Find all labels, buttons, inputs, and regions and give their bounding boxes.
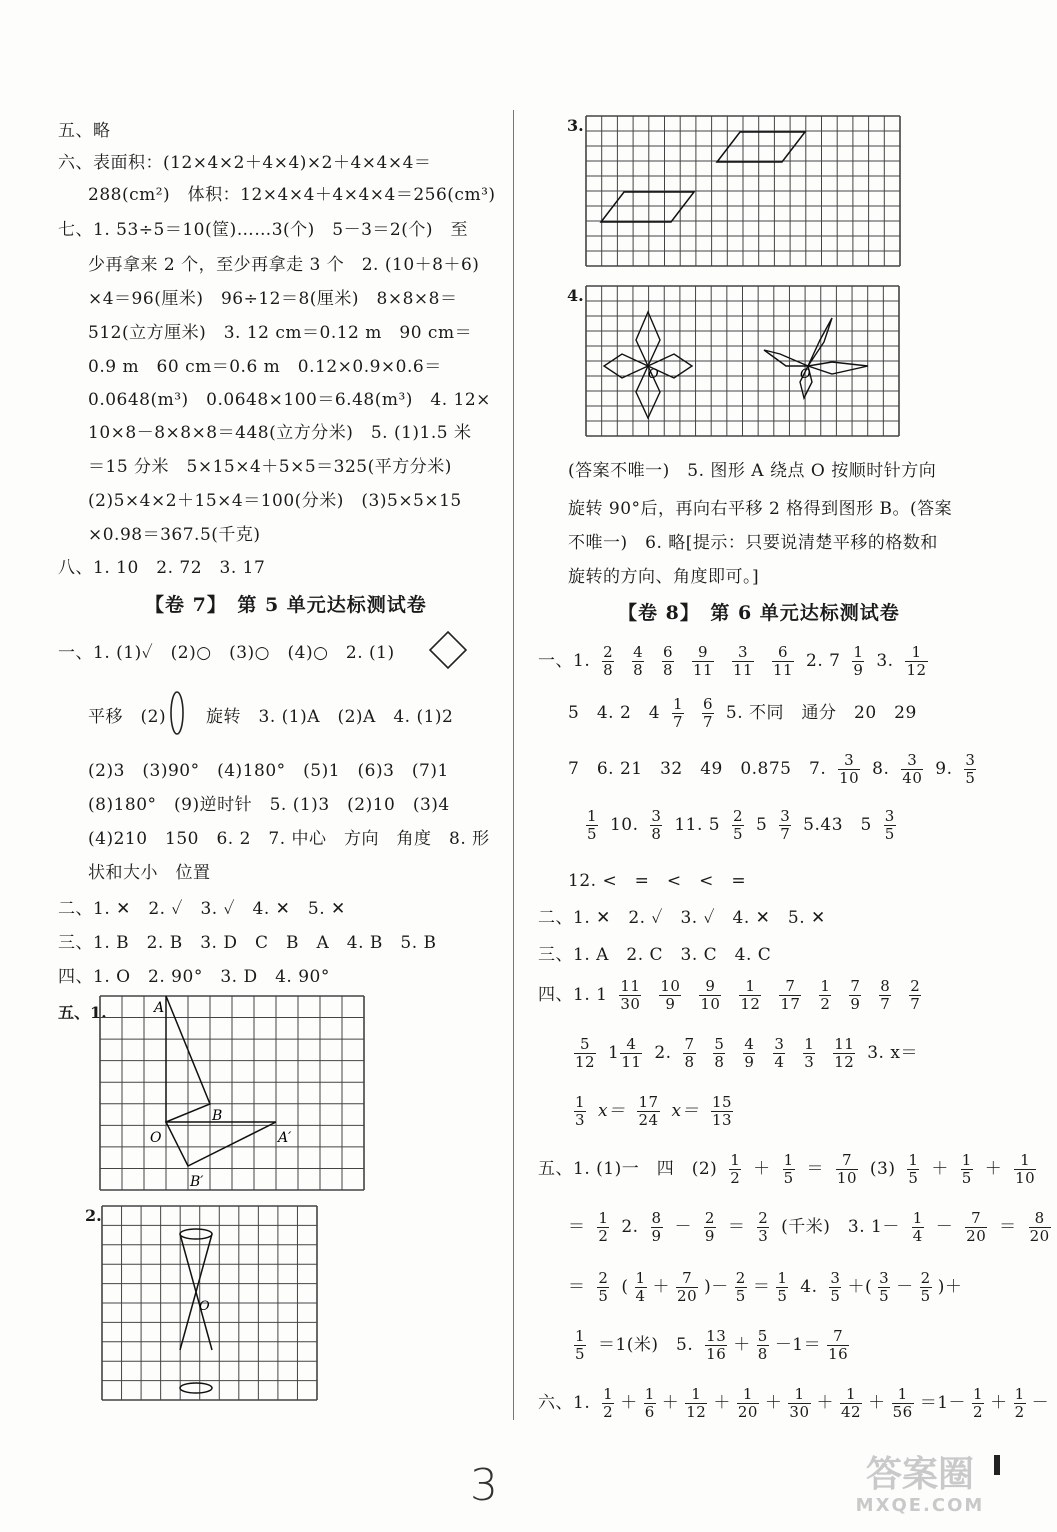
fraction: $\frac{1}{5}$ (961, 1151, 972, 1187)
fraction: $\frac{3}{10}$ (839, 751, 860, 787)
fraction: $\frac{1}{2}$ (730, 1151, 741, 1187)
fraction: $\frac{1}{20}$ (737, 1385, 758, 1421)
fraction: $\frac{1}{4}$ (635, 1269, 646, 1305)
fraction: $\frac{7}{20}$ (677, 1269, 698, 1305)
figure-label: 2. (85, 1206, 102, 1225)
answer-line: (2)5×4×2＋15×4＝100(分米) (3)5×5×15 (88, 491, 462, 511)
page-edge-mark (994, 1455, 1000, 1475)
fraction: $\frac{1}{5}$ (908, 1151, 919, 1187)
fraction: $\frac{1}{4}$ (912, 1209, 923, 1245)
fraction: $\frac{2}{9}$ (704, 1209, 715, 1245)
fraction: $\frac{5}{8}$ (714, 1035, 725, 1071)
fraction: $\frac{5}{8}$ (757, 1327, 768, 1363)
answer-line: 二、1. ✕ 2. ✓ 3. ✓ 4. ✕ 5. ✕ (58, 899, 346, 919)
point-label-o: O (150, 1130, 162, 1146)
fraction: $\frac{17}{24}$ (638, 1093, 659, 1129)
answer-line: 三、1. B 2. B 3. D C B A 4. B 5. B (58, 933, 437, 953)
answer-row: 5 4. 2 4 $\frac{1}{7}$ $\frac{6}{7}$ 5. 不同 通分 20 29 (568, 695, 917, 731)
fraction: $\frac{7}{17}$ (780, 977, 801, 1013)
fraction: $\frac{6}{7}$ (702, 695, 713, 731)
point-label-a2: A′ (278, 1130, 292, 1146)
fraction: $\frac{2}{5}$ (920, 1269, 931, 1305)
answer-row: 7 6. 21 32 49 0.875 7. $\frac{3}{10}$ 8. $\frac{3}{40}$ 9. $\frac{3}{5}$ (568, 751, 976, 787)
fraction: $\frac{1}{9}$ (853, 643, 864, 679)
answer-line: 旋转 3. (1)A (2)A 4. (1)2 (206, 707, 454, 727)
fraction: $\frac{1}{3}$ (804, 1035, 815, 1071)
answer-line: 旋转的方向、角度即可。] (568, 567, 760, 587)
fraction: $\frac{11}{30}$ (620, 977, 641, 1013)
fraction: $\frac{4}{9}$ (744, 1035, 755, 1071)
answer-line: 四、1. O 2. 90° 3. D 4. 90° (58, 967, 330, 987)
answer-row: ＝ $\frac{2}{5}$ ( $\frac{1}{4}$ ＋ $\frac{7}{20}$ )－ $\frac{2}{5}$ ＝ $\frac{1}{5}$ 4. $\frac{3}{5}$ ＋( $\frac{3}{5}$ － $\frac{2}{5}$ )＋ (568, 1269, 963, 1305)
fraction: $\frac{1}{56}$ (892, 1385, 913, 1421)
fraction: $\frac{2}{5}$ (598, 1269, 609, 1305)
fraction: $\frac{1}{12}$ (686, 1385, 707, 1421)
fraction: $\frac{3}{4}$ (774, 1035, 785, 1071)
fraction: $\frac{1}{6}$ (644, 1385, 655, 1421)
answer-row: 五、1. (1)一 四 (2) $\frac{1}{2}$ ＋ $\frac{1}{5}$ ＝ $\frac{7}{10}$ (3) $\frac{1}{5}$ ＋ $\frac{1}{5}$ ＋ $\frac{1}{10}$ (538, 1151, 1036, 1187)
answer-line: ×0.98＝367.5(千克) (88, 525, 261, 545)
fraction: $\frac{7}{16}$ (828, 1327, 849, 1363)
answer-line: 512(立方厘米) 3. 12 cm＝0.12 m 90 cm＝ (88, 323, 473, 343)
figure-label: 4. (567, 286, 584, 305)
fraction: $\frac{4}{11}$ (621, 1035, 642, 1071)
answer-line: 一、1. (1)✓ (2)○ (3)○ (4)○ 2. (1) (58, 643, 395, 663)
fraction: $\frac{15}{13}$ (711, 1093, 733, 1129)
point-label-o: O (199, 1299, 210, 1314)
fraction: $\frac{8}{20}$ (1029, 1209, 1050, 1245)
answer-line: 五、略 (58, 121, 111, 141)
answer-row: 四、1. 1 $\frac{11}{30}$ $\frac{10}{9}$ $\frac{9}{10}$ $\frac{1}{12}$ $\frac{7}{17}$ $\frac{1}{2}$ $\frac{7}{9}$ $\frac{8}{7}$ $\frac{2}{7}$ (538, 977, 921, 1013)
page-number: 3 (470, 1460, 498, 1511)
fraction: $\frac{7}{10}$ (836, 1151, 858, 1187)
fraction: $\frac{1}{2}$ (598, 1209, 609, 1245)
answer-line: 少再拿来 2 个，至少再拿走 3 个 2. (10＋8＋6) (88, 255, 480, 275)
fraction: $\frac{1}{5}$ (777, 1269, 788, 1305)
figure-label: 五、1. (58, 1003, 107, 1022)
fraction: $\frac{3}{8}$ (651, 807, 662, 843)
answer-line: (8)180° (9)逆时针 5. (1)3 (2)10 (3)4 (88, 795, 450, 815)
watermark-url: MXQE.COM (855, 1495, 985, 1516)
ellipse-shape (168, 690, 186, 736)
fraction: $\frac{1}{2}$ (973, 1385, 984, 1421)
answer-line: (2)3 (3)90° (4)180° (5)1 (6)3 (7)1 (88, 761, 449, 781)
fraction: $\frac{1}{10}$ (1015, 1151, 1036, 1187)
point-label-a: A (154, 1000, 165, 1016)
answer-line: (答案不唯一) 5. 图形 A 绕点 O 按顺时针方向 (568, 461, 937, 481)
answer-line: 旋转 90°后，再向右平移 2 格得到图形 B。(答案 (568, 499, 953, 519)
fraction: $\frac{9}{11}$ (693, 643, 714, 679)
answer-row: $\frac{1}{5}$ ＝1(米) 5. $\frac{13}{16}$ ＋ $\frac{5}{8}$ －1＝ $\frac{7}{16}$ (575, 1327, 849, 1363)
fraction: $\frac{9}{10}$ (700, 977, 721, 1013)
answer-line: 状和大小 位置 (88, 863, 211, 883)
answer-row: 一、1. $\frac{2}{8}$ $\frac{4}{8}$ $\frac{6}{8}$ $\frac{9}{11}$ $\frac{3}{11}$ $\frac{6}{11}$ 2. 7 $\frac{1}{9}$ 3. $\frac{1}{12}$ (538, 643, 927, 679)
answer-line: 0.9 m 60 cm＝0.6 m 0.12×0.9×0.6＝ (88, 357, 442, 377)
fraction: $\frac{1}{5}$ (575, 1327, 586, 1363)
section-title-juan8: 【卷 8】 第 6 单元达标测试卷 (618, 602, 900, 624)
fraction: $\frac{2}{5}$ (733, 807, 744, 843)
point-label-o: O (648, 367, 659, 382)
answer-line: 七、1. 53÷5＝10(筐)……3(个) 5－3＝2(个) 至 (58, 220, 469, 240)
fraction: $\frac{3}{5}$ (830, 1269, 841, 1305)
fraction: $\frac{8}{9}$ (651, 1209, 662, 1245)
grid-figure-2 (102, 1206, 318, 1402)
fraction: $\frac{3}{5}$ (965, 751, 976, 787)
fraction: $\frac{2}{7}$ (910, 977, 921, 1013)
fraction: $\frac{7}{20}$ (966, 1209, 987, 1245)
figure-label: 3. (567, 116, 584, 135)
fraction: $\frac{5}{12}$ (575, 1035, 596, 1071)
answer-line: 三、1. A 2. C 3. C 4. C (538, 945, 772, 965)
fraction: $\frac{6}{8}$ (663, 643, 674, 679)
fraction: $\frac{7}{8}$ (684, 1035, 695, 1071)
answer-line: ＝15 分米 5×15×4＋5×5＝325(平方分米) (88, 457, 452, 477)
watermark-text: 答案圈 (865, 1454, 974, 1495)
fraction: $\frac{1}{12}$ (740, 977, 761, 1013)
fraction: $\frac{4}{8}$ (633, 643, 644, 679)
answer-line: 288(cm²) 体积：12×4×4＋4×4×4＝256(cm³) (88, 185, 496, 205)
fraction: $\frac{3}{5}$ (884, 807, 895, 843)
fraction: $\frac{1}{12}$ (906, 643, 927, 679)
fraction: $\frac{6}{11}$ (773, 643, 794, 679)
fraction: $\frac{1}{2}$ (603, 1385, 614, 1421)
section-title-juan7: 【卷 7】 第 5 单元达标测试卷 (145, 594, 427, 616)
answer-line: 平移 (2) (88, 707, 167, 727)
answer-line: (4)210 150 6. 2 7. 中心 方向 角度 8. 形 (88, 829, 490, 849)
grid-figure-4 (586, 286, 900, 438)
fraction: $\frac{3}{7}$ (780, 807, 791, 843)
fraction: $\frac{3}{11}$ (733, 643, 754, 679)
fraction: $\frac{1}{3}$ (575, 1093, 586, 1129)
answer-row: 六、1. $\frac{1}{2}$ ＋ $\frac{1}{6}$ ＋ $\frac{1}{12}$ ＋ $\frac{1}{20}$ ＋ $\frac{1}{30}$ ＋ $\frac{1}{42}$ ＋ $\frac{1}{56}$ ＝1－ $\frac{1}{2}$ ＋ $\frac{1}{2}$ － (538, 1385, 1050, 1421)
fraction: $\frac{2}{5}$ (735, 1269, 746, 1305)
answer-line: 八、1. 10 2. 72 3. 17 (58, 558, 266, 578)
fraction: $\frac{7}{9}$ (850, 977, 861, 1013)
fraction: $\frac{1}{42}$ (841, 1385, 862, 1421)
answer-line: 六、表面积：(12×4×2＋4×4)×2＋4×4×4＝ (58, 153, 432, 173)
answer-line: 0.0648(m³) 0.0648×100＝6.48(m³) 4. 12× (88, 390, 491, 410)
answer-line: 不唯一) 6. 略[提示：只要说清楚平移的格数和 (568, 533, 938, 553)
point-label-b2: B′ (190, 1174, 204, 1190)
point-label-o: O (800, 367, 811, 382)
fraction: $\frac{1}{2}$ (1014, 1385, 1025, 1421)
fraction: $\frac{2}{3}$ (758, 1209, 769, 1245)
column-divider (513, 110, 514, 1420)
fraction: $\frac{1}{2}$ (820, 977, 831, 1013)
fraction: $\frac{2}{8}$ (603, 643, 614, 679)
fraction: $\frac{3}{40}$ (902, 751, 923, 787)
fraction: $\frac{11}{12}$ (834, 1035, 855, 1071)
answer-row: ＝ $\frac{1}{2}$ 2. $\frac{8}{9}$ － $\frac{2}{9}$ ＝ $\frac{2}{3}$ (千米) 3. 1－ $\frac{1}{4}$ － $\frac{7}{20}$ ＝ $\frac{8}{20}$ (568, 1209, 1050, 1245)
answer-line: ×4＝96(厘米) 96÷12＝8(厘米) 8×8×8＝ (88, 289, 458, 309)
answer-line: 10×8－8×8×8＝448(立方分米) 5. (1)1.5 米 (88, 423, 472, 443)
diamond-shape (428, 630, 468, 670)
point-label-b: B (212, 1108, 223, 1124)
answer-row: $\frac{5}{12}$ 1 $\frac{4}{11}$ 2. $\frac{7}{8}$ $\frac{5}{8}$ $\frac{4}{9}$ $\frac{3}{4}$ $\frac{1}{3}$ $\frac{11}{12}$ 3. x＝ (575, 1035, 918, 1071)
answer-row: $\frac{1}{5}$ 10. $\frac{3}{8}$ 11. 5 $\frac{2}{5}$ 5 $\frac{3}{7}$ 5.43 5 $\frac{3}{5}$ (587, 807, 895, 843)
grid-figure-3 (586, 116, 901, 268)
watermark-logo (845, 1455, 995, 1525)
fraction: $\frac{1}{30}$ (789, 1385, 810, 1421)
fraction: $\frac{3}{5}$ (879, 1269, 890, 1305)
answer-line: 二、1. ✕ 2. ✓ 3. ✓ 4. ✕ 5. ✕ (538, 908, 826, 928)
fraction: $\frac{1}{5}$ (783, 1151, 794, 1187)
answer-line: 12. < = < < = (568, 871, 747, 891)
fraction: $\frac{8}{7}$ (880, 977, 891, 1013)
fraction: $\frac{10}{9}$ (660, 977, 681, 1013)
fraction: $\frac{1}{7}$ (672, 695, 684, 731)
grid-figure-1 (100, 996, 365, 1192)
fraction: $\frac{1}{5}$ (587, 807, 598, 843)
fraction: $\frac{13}{16}$ (706, 1327, 727, 1363)
answer-row: $\frac{1}{3}$ x＝ $\frac{17}{24}$ x＝ $\frac{15}{13}$ (575, 1093, 733, 1129)
